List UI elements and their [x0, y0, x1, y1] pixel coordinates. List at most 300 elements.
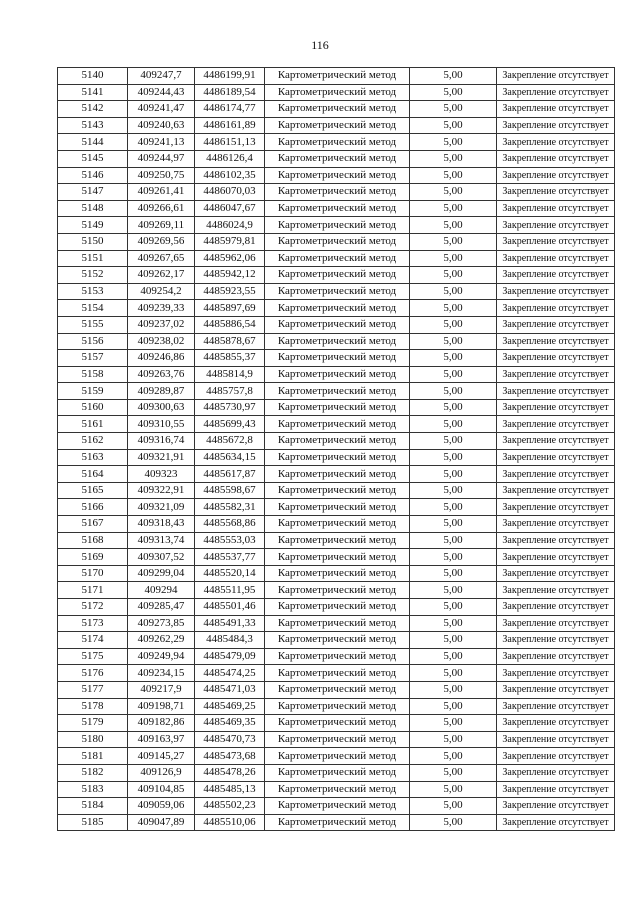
accuracy-cell: 5,00: [410, 101, 497, 118]
y-coordinate-cell: 4485897,69: [195, 300, 265, 317]
fixing-cell: Закрепление отсутствует: [497, 316, 615, 333]
method-cell: Картометрический метод: [265, 565, 410, 582]
fixing-cell: Закрепление отсутствует: [497, 117, 615, 134]
table-row: [58, 84, 615, 101]
accuracy-cell: 5,00: [410, 167, 497, 184]
table-row: [58, 399, 615, 416]
table-row: [58, 748, 615, 765]
x-coordinate-cell: 409047,89: [128, 814, 195, 831]
method-cell: Картометрический метод: [265, 316, 410, 333]
x-coordinate-cell: 409322,91: [128, 482, 195, 499]
accuracy-cell: 5,00: [410, 233, 497, 250]
point-number-cell: 5175: [58, 648, 128, 665]
x-coordinate-cell: 409289,87: [128, 383, 195, 400]
point-number-cell: 5159: [58, 383, 128, 400]
accuracy-cell: 5,00: [410, 433, 497, 450]
x-coordinate-cell: 409307,52: [128, 549, 195, 566]
accuracy-cell: 5,00: [410, 665, 497, 682]
method-cell: Картометрический метод: [265, 814, 410, 831]
fixing-cell: Закрепление отсутствует: [497, 798, 615, 815]
table-row: [58, 150, 615, 167]
method-cell: Картометрический метод: [265, 632, 410, 649]
method-cell: Картометрический метод: [265, 250, 410, 267]
accuracy-cell: 5,00: [410, 582, 497, 599]
table-row: [58, 715, 615, 732]
point-number-cell: 5158: [58, 366, 128, 383]
y-coordinate-cell: 4485699,43: [195, 416, 265, 433]
method-cell: Картометрический метод: [265, 433, 410, 450]
x-coordinate-cell: 409059,06: [128, 798, 195, 815]
fixing-cell: Закрепление отсутствует: [497, 383, 615, 400]
method-cell: Картометрический метод: [265, 117, 410, 134]
x-coordinate-cell: 409318,43: [128, 516, 195, 533]
accuracy-cell: 5,00: [410, 482, 497, 499]
point-number-cell: 5178: [58, 698, 128, 715]
method-cell: Картометрический метод: [265, 599, 410, 616]
y-coordinate-cell: 4485502,23: [195, 798, 265, 815]
x-coordinate-cell: 409182,86: [128, 715, 195, 732]
accuracy-cell: 5,00: [410, 250, 497, 267]
coordinates-table: [57, 67, 615, 831]
method-cell: Картометрический метод: [265, 449, 410, 466]
fixing-cell: Закрепление отсутствует: [497, 217, 615, 234]
method-cell: Картометрический метод: [265, 300, 410, 317]
method-cell: Картометрический метод: [265, 68, 410, 85]
table-row: [58, 117, 615, 134]
point-number-cell: 5171: [58, 582, 128, 599]
y-coordinate-cell: 4485553,03: [195, 532, 265, 549]
table-row: [58, 416, 615, 433]
y-coordinate-cell: 4485878,67: [195, 333, 265, 350]
accuracy-cell: 5,00: [410, 798, 497, 815]
x-coordinate-cell: 409316,74: [128, 433, 195, 450]
table-row: [58, 250, 615, 267]
accuracy-cell: 5,00: [410, 748, 497, 765]
fixing-cell: Закрепление отсутствует: [497, 582, 615, 599]
point-number-cell: 5143: [58, 117, 128, 134]
fixing-cell: Закрепление отсутствует: [497, 781, 615, 798]
table-row: [58, 350, 615, 367]
fixing-cell: Закрепление отсутствует: [497, 433, 615, 450]
fixing-cell: Закрепление отсутствует: [497, 648, 615, 665]
table-row: [58, 648, 615, 665]
fixing-cell: Закрепление отсутствует: [497, 366, 615, 383]
point-number-cell: 5179: [58, 715, 128, 732]
y-coordinate-cell: 4485979,81: [195, 233, 265, 250]
point-number-cell: 5155: [58, 316, 128, 333]
point-number-cell: 5168: [58, 532, 128, 549]
accuracy-cell: 5,00: [410, 300, 497, 317]
method-cell: Картометрический метод: [265, 582, 410, 599]
y-coordinate-cell: 4486189,54: [195, 84, 265, 101]
accuracy-cell: 5,00: [410, 499, 497, 516]
x-coordinate-cell: 409249,94: [128, 648, 195, 665]
method-cell: Картометрический метод: [265, 350, 410, 367]
table-row: [58, 383, 615, 400]
method-cell: Картометрический метод: [265, 366, 410, 383]
point-number-cell: 5185: [58, 814, 128, 831]
fixing-cell: Закрепление отсутствует: [497, 184, 615, 201]
point-number-cell: 5141: [58, 84, 128, 101]
accuracy-cell: 5,00: [410, 383, 497, 400]
point-number-cell: 5147: [58, 184, 128, 201]
method-cell: Картометрический метод: [265, 184, 410, 201]
x-coordinate-cell: 409310,55: [128, 416, 195, 433]
accuracy-cell: 5,00: [410, 764, 497, 781]
method-cell: Картометрический метод: [265, 134, 410, 151]
x-coordinate-cell: 409250,75: [128, 167, 195, 184]
table-row: [58, 665, 615, 682]
x-coordinate-cell: 409254,2: [128, 283, 195, 300]
method-cell: Картометрический метод: [265, 383, 410, 400]
method-cell: Картометрический метод: [265, 482, 410, 499]
table-row: [58, 433, 615, 450]
point-number-cell: 5160: [58, 399, 128, 416]
accuracy-cell: 5,00: [410, 814, 497, 831]
method-cell: Картометрический метод: [265, 233, 410, 250]
point-number-cell: 5163: [58, 449, 128, 466]
point-number-cell: 5184: [58, 798, 128, 815]
method-cell: Картометрический метод: [265, 399, 410, 416]
point-number-cell: 5140: [58, 68, 128, 85]
x-coordinate-cell: 409269,11: [128, 217, 195, 234]
accuracy-cell: 5,00: [410, 117, 497, 134]
accuracy-cell: 5,00: [410, 399, 497, 416]
x-coordinate-cell: 409238,02: [128, 333, 195, 350]
table-row: [58, 217, 615, 234]
accuracy-cell: 5,00: [410, 449, 497, 466]
fixing-cell: Закрепление отсутствует: [497, 250, 615, 267]
fixing-cell: Закрепление отсутствует: [497, 482, 615, 499]
fixing-cell: Закрепление отсутствует: [497, 731, 615, 748]
x-coordinate-cell: 409294: [128, 582, 195, 599]
fixing-cell: Закрепление отсутствует: [497, 399, 615, 416]
point-number-cell: 5152: [58, 267, 128, 284]
fixing-cell: Закрепление отсутствует: [497, 416, 615, 433]
table-row: [58, 499, 615, 516]
x-coordinate-cell: 409285,47: [128, 599, 195, 616]
y-coordinate-cell: 4486199,91: [195, 68, 265, 85]
x-coordinate-cell: 409126,9: [128, 764, 195, 781]
accuracy-cell: 5,00: [410, 698, 497, 715]
point-number-cell: 5176: [58, 665, 128, 682]
accuracy-cell: 5,00: [410, 781, 497, 798]
accuracy-cell: 5,00: [410, 532, 497, 549]
table-row: [58, 516, 615, 533]
point-number-cell: 5157: [58, 350, 128, 367]
y-coordinate-cell: 4485491,33: [195, 615, 265, 632]
fixing-cell: Закрепление отсутствует: [497, 715, 615, 732]
y-coordinate-cell: 4485962,06: [195, 250, 265, 267]
fixing-cell: Закрепление отсутствует: [497, 150, 615, 167]
fixing-cell: Закрепление отсутствует: [497, 549, 615, 566]
point-number-cell: 5162: [58, 433, 128, 450]
method-cell: Картометрический метод: [265, 798, 410, 815]
x-coordinate-cell: 409321,09: [128, 499, 195, 516]
y-coordinate-cell: 4486161,89: [195, 117, 265, 134]
table-row: [58, 466, 615, 483]
fixing-cell: Закрепление отсутствует: [497, 84, 615, 101]
point-number-cell: 5180: [58, 731, 128, 748]
x-coordinate-cell: 409313,74: [128, 532, 195, 549]
table-row: [58, 167, 615, 184]
method-cell: Картометрический метод: [265, 648, 410, 665]
y-coordinate-cell: 4485634,15: [195, 449, 265, 466]
y-coordinate-cell: 4485855,37: [195, 350, 265, 367]
accuracy-cell: 5,00: [410, 134, 497, 151]
x-coordinate-cell: 409273,85: [128, 615, 195, 632]
accuracy-cell: 5,00: [410, 632, 497, 649]
y-coordinate-cell: 4486047,67: [195, 200, 265, 217]
point-number-cell: 5181: [58, 748, 128, 765]
fixing-cell: Закрепление отсутствует: [497, 632, 615, 649]
y-coordinate-cell: 4485537,77: [195, 549, 265, 566]
table-row: [58, 449, 615, 466]
table-row: [58, 134, 615, 151]
x-coordinate-cell: 409163,97: [128, 731, 195, 748]
table-row: [58, 532, 615, 549]
method-cell: Картометрический метод: [265, 532, 410, 549]
method-cell: Картометрический метод: [265, 167, 410, 184]
x-coordinate-cell: 409299,04: [128, 565, 195, 582]
accuracy-cell: 5,00: [410, 200, 497, 217]
y-coordinate-cell: 4485730,97: [195, 399, 265, 416]
fixing-cell: Закрепление отсутствует: [497, 532, 615, 549]
accuracy-cell: 5,00: [410, 366, 497, 383]
method-cell: Картометрический метод: [265, 715, 410, 732]
y-coordinate-cell: 4485474,25: [195, 665, 265, 682]
point-number-cell: 5174: [58, 632, 128, 649]
accuracy-cell: 5,00: [410, 715, 497, 732]
fixing-cell: Закрепление отсутствует: [497, 565, 615, 582]
method-cell: Картометрический метод: [265, 698, 410, 715]
x-coordinate-cell: 409262,17: [128, 267, 195, 284]
point-number-cell: 5145: [58, 150, 128, 167]
method-cell: Картометрический метод: [265, 731, 410, 748]
point-number-cell: 5183: [58, 781, 128, 798]
table-row: [58, 599, 615, 616]
accuracy-cell: 5,00: [410, 416, 497, 433]
fixing-cell: Закрепление отсутствует: [497, 499, 615, 516]
fixing-cell: Закрепление отсутствует: [497, 681, 615, 698]
point-number-cell: 5150: [58, 233, 128, 250]
x-coordinate-cell: 409263,76: [128, 366, 195, 383]
y-coordinate-cell: 4485470,73: [195, 731, 265, 748]
table-row: [58, 300, 615, 317]
method-cell: Картометрический метод: [265, 283, 410, 300]
x-coordinate-cell: 409262,29: [128, 632, 195, 649]
method-cell: Картометрический метод: [265, 615, 410, 632]
fixing-cell: Закрепление отсутствует: [497, 466, 615, 483]
point-number-cell: 5142: [58, 101, 128, 118]
y-coordinate-cell: 4485757,8: [195, 383, 265, 400]
fixing-cell: Закрепление отсутствует: [497, 615, 615, 632]
point-number-cell: 5182: [58, 764, 128, 781]
x-coordinate-cell: 409239,33: [128, 300, 195, 317]
accuracy-cell: 5,00: [410, 565, 497, 582]
table-row: [58, 565, 615, 582]
y-coordinate-cell: 4486024,9: [195, 217, 265, 234]
y-coordinate-cell: 4485471,03: [195, 681, 265, 698]
table-row: [58, 632, 615, 649]
y-coordinate-cell: 4485942,12: [195, 267, 265, 284]
y-coordinate-cell: 4486151,13: [195, 134, 265, 151]
method-cell: Картометрический метод: [265, 333, 410, 350]
accuracy-cell: 5,00: [410, 267, 497, 284]
point-number-cell: 5161: [58, 416, 128, 433]
table-row: [58, 200, 615, 217]
x-coordinate-cell: 409300,63: [128, 399, 195, 416]
fixing-cell: Закрепление отсутствует: [497, 698, 615, 715]
point-number-cell: 5154: [58, 300, 128, 317]
table-row: [58, 482, 615, 499]
y-coordinate-cell: 4485473,68: [195, 748, 265, 765]
y-coordinate-cell: 4485510,06: [195, 814, 265, 831]
accuracy-cell: 5,00: [410, 466, 497, 483]
y-coordinate-cell: 4485478,26: [195, 764, 265, 781]
y-coordinate-cell: 4485568,86: [195, 516, 265, 533]
x-coordinate-cell: 409267,65: [128, 250, 195, 267]
method-cell: Картометрический метод: [265, 781, 410, 798]
table-row: [58, 267, 615, 284]
point-number-cell: 5146: [58, 167, 128, 184]
y-coordinate-cell: 4486126,4: [195, 150, 265, 167]
y-coordinate-cell: 4485886,54: [195, 316, 265, 333]
table-row: [58, 68, 615, 85]
method-cell: Картометрический метод: [265, 416, 410, 433]
fixing-cell: Закрепление отсутствует: [497, 267, 615, 284]
accuracy-cell: 5,00: [410, 549, 497, 566]
accuracy-cell: 5,00: [410, 648, 497, 665]
accuracy-cell: 5,00: [410, 316, 497, 333]
point-number-cell: 5164: [58, 466, 128, 483]
method-cell: Картометрический метод: [265, 549, 410, 566]
method-cell: Картометрический метод: [265, 665, 410, 682]
fixing-cell: Закрепление отсутствует: [497, 814, 615, 831]
fixing-cell: Закрепление отсутствует: [497, 300, 615, 317]
method-cell: Картометрический метод: [265, 101, 410, 118]
method-cell: Картометрический метод: [265, 681, 410, 698]
fixing-cell: Закрепление отсутствует: [497, 665, 615, 682]
accuracy-cell: 5,00: [410, 615, 497, 632]
point-number-cell: 5149: [58, 217, 128, 234]
method-cell: Картометрический метод: [265, 748, 410, 765]
table-row: [58, 101, 615, 118]
fixing-cell: Закрепление отсутствует: [497, 350, 615, 367]
x-coordinate-cell: 409198,71: [128, 698, 195, 715]
accuracy-cell: 5,00: [410, 681, 497, 698]
method-cell: Картометрический метод: [265, 150, 410, 167]
point-number-cell: 5151: [58, 250, 128, 267]
table-row: [58, 184, 615, 201]
fixing-cell: Закрепление отсутствует: [497, 233, 615, 250]
x-coordinate-cell: 409234,15: [128, 665, 195, 682]
x-coordinate-cell: 409261,41: [128, 184, 195, 201]
y-coordinate-cell: 4485598,67: [195, 482, 265, 499]
y-coordinate-cell: 4485485,13: [195, 781, 265, 798]
method-cell: Картометрический метод: [265, 84, 410, 101]
point-number-cell: 5170: [58, 565, 128, 582]
point-number-cell: 5166: [58, 499, 128, 516]
method-cell: Картометрический метод: [265, 516, 410, 533]
accuracy-cell: 5,00: [410, 599, 497, 616]
table-row: [58, 798, 615, 815]
point-number-cell: 5148: [58, 200, 128, 217]
y-coordinate-cell: 4485672,8: [195, 433, 265, 450]
table-row: [58, 549, 615, 566]
x-coordinate-cell: 409266,61: [128, 200, 195, 217]
y-coordinate-cell: 4485469,35: [195, 715, 265, 732]
y-coordinate-cell: 4485814,9: [195, 366, 265, 383]
fixing-cell: Закрепление отсутствует: [497, 764, 615, 781]
fixing-cell: Закрепление отсутствует: [497, 167, 615, 184]
fixing-cell: Закрепление отсутствует: [497, 599, 615, 616]
y-coordinate-cell: 4485520,14: [195, 565, 265, 582]
y-coordinate-cell: 4485479,09: [195, 648, 265, 665]
table-row: [58, 233, 615, 250]
table-row: [58, 582, 615, 599]
method-cell: Картометрический метод: [265, 499, 410, 516]
accuracy-cell: 5,00: [410, 350, 497, 367]
y-coordinate-cell: 4486102,35: [195, 167, 265, 184]
table-row: [58, 366, 615, 383]
x-coordinate-cell: 409244,43: [128, 84, 195, 101]
y-coordinate-cell: 4486174,77: [195, 101, 265, 118]
method-cell: Картометрический метод: [265, 466, 410, 483]
table-row: [58, 814, 615, 831]
accuracy-cell: 5,00: [410, 516, 497, 533]
fixing-cell: Закрепление отсутствует: [497, 283, 615, 300]
x-coordinate-cell: 409145,27: [128, 748, 195, 765]
accuracy-cell: 5,00: [410, 283, 497, 300]
fixing-cell: Закрепление отсутствует: [497, 134, 615, 151]
table-row: [58, 681, 615, 698]
y-coordinate-cell: 4485617,87: [195, 466, 265, 483]
x-coordinate-cell: 409217,9: [128, 681, 195, 698]
fixing-cell: Закрепление отсутствует: [497, 748, 615, 765]
y-coordinate-cell: 4485511,95: [195, 582, 265, 599]
fixing-cell: Закрепление отсутствует: [497, 333, 615, 350]
table-row: [58, 781, 615, 798]
y-coordinate-cell: 4485484,3: [195, 632, 265, 649]
method-cell: Картометрический метод: [265, 267, 410, 284]
point-number-cell: 5156: [58, 333, 128, 350]
accuracy-cell: 5,00: [410, 217, 497, 234]
x-coordinate-cell: 409269,56: [128, 233, 195, 250]
accuracy-cell: 5,00: [410, 333, 497, 350]
point-number-cell: 5177: [58, 681, 128, 698]
point-number-cell: 5153: [58, 283, 128, 300]
x-coordinate-cell: 409246,86: [128, 350, 195, 367]
x-coordinate-cell: 409104,85: [128, 781, 195, 798]
fixing-cell: Закрепление отсутствует: [497, 516, 615, 533]
x-coordinate-cell: 409323: [128, 466, 195, 483]
x-coordinate-cell: 409241,13: [128, 134, 195, 151]
point-number-cell: 5144: [58, 134, 128, 151]
method-cell: Картометрический метод: [265, 200, 410, 217]
method-cell: Картометрический метод: [265, 217, 410, 234]
point-number-cell: 5173: [58, 615, 128, 632]
table-row: [58, 764, 615, 781]
table-row: [58, 731, 615, 748]
y-coordinate-cell: 4485469,25: [195, 698, 265, 715]
coordinates-table-body: [58, 68, 615, 831]
point-number-cell: 5169: [58, 549, 128, 566]
method-cell: Картометрический метод: [265, 764, 410, 781]
fixing-cell: Закрепление отсутствует: [497, 101, 615, 118]
point-number-cell: 5167: [58, 516, 128, 533]
y-coordinate-cell: 4485501,46: [195, 599, 265, 616]
